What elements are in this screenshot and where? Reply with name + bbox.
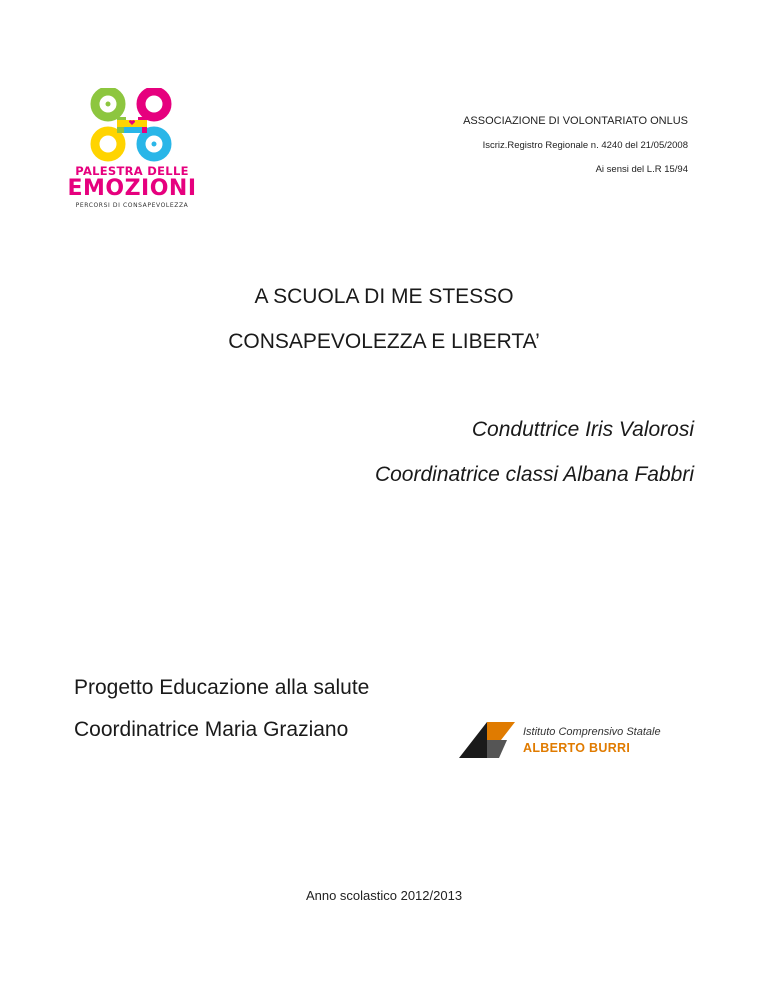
school-year: Anno scolastico 2012/2013 bbox=[305, 888, 463, 903]
project-name: Progetto Educazione alla salute bbox=[74, 676, 370, 699]
clover-knot-icon bbox=[66, 88, 198, 164]
document-title: A SCUOLA DI ME STESSO bbox=[254, 285, 514, 308]
logo-tagline: PERCORSI DI CONSAPEVOLEZZA bbox=[75, 202, 189, 209]
document-subtitle: CONSAPEVOLEZZA E LIBERTA’ bbox=[228, 330, 540, 353]
palestra-delle-emozioni-logo bbox=[66, 88, 198, 214]
law-label: Ai sensi del L.R 15/94 bbox=[595, 164, 688, 175]
class-coordinator-credit: Coordinatrice classi Albana Fabbri bbox=[374, 463, 694, 486]
school-logo bbox=[451, 714, 679, 766]
school-logo-line-1: Istituto Comprensivo Statale bbox=[523, 726, 661, 738]
conductor-credit: Conduttrice Iris Valorosi bbox=[471, 418, 694, 441]
logo-line-1: PALESTRA DELLE bbox=[75, 164, 189, 178]
logo-line-2: EMOZIONI bbox=[67, 176, 197, 201]
association-label: ASSOCIAZIONE DI VOLONTARIATO ONLUS bbox=[463, 115, 688, 127]
school-emblem-icon bbox=[459, 722, 515, 758]
registry-label: Iscriz.Registro Regionale n. 4240 del 21/05/2008 bbox=[482, 140, 688, 151]
project-coordinator: Coordinatrice Maria Graziano bbox=[74, 718, 349, 741]
school-logo-line-2: ALBERTO BURRI bbox=[523, 741, 631, 755]
